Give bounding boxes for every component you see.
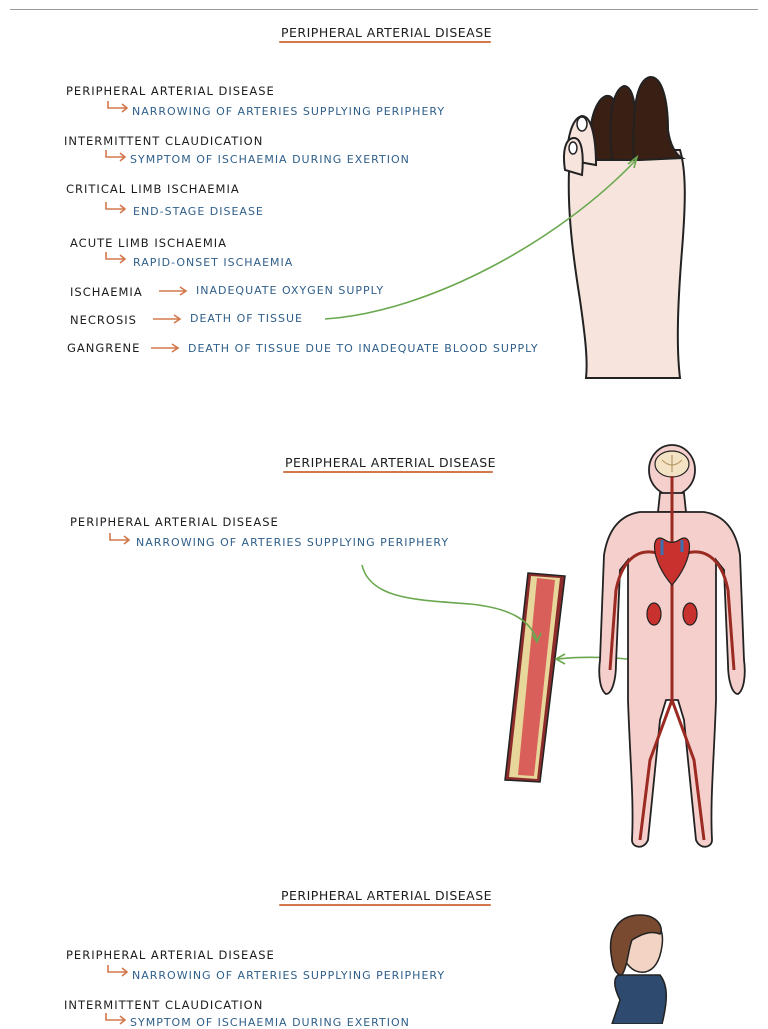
panel2-title: PERIPHERAL ARTERIAL DISEASE	[285, 455, 497, 470]
panel2-def: NARROWING OF ARTERIES SUPPLYING PERIPHERY	[136, 536, 450, 549]
panel3-title: PERIPHERAL ARTERIAL DISEASE	[281, 888, 493, 903]
term-gangrene: GANGRENE	[67, 341, 141, 355]
panel3-term-claudication: INTERMITTENT CLAUDICATION	[64, 998, 264, 1012]
term-ischaemia: ISCHAEMIA	[70, 285, 143, 299]
def-claudication: SYMPTOM OF ISCHAEMIA DURING EXERTION	[130, 153, 410, 166]
panel1-title: PERIPHERAL ARTERIAL DISEASE	[281, 25, 493, 40]
panel3-term-pad: PERIPHERAL ARTERIAL DISEASE	[66, 948, 275, 962]
def-pad: NARROWING OF ARTERIES SUPPLYING PERIPHERY	[132, 105, 446, 118]
term-pad: PERIPHERAL ARTERIAL DISEASE	[66, 84, 275, 98]
panel3-def-claudication: SYMPTOM OF ISCHAEMIA DURING EXERTION	[130, 1016, 410, 1029]
def-ischaemia: INADEQUATE OXYGEN SUPPLY	[196, 284, 385, 297]
term-ali: ACUTE LIMB ISCHAEMIA	[70, 236, 228, 250]
def-cli: END-STAGE DISEASE	[133, 205, 264, 218]
def-necrosis: DEATH OF TISSUE	[190, 312, 303, 325]
def-ali: RAPID-ONSET ISCHAEMIA	[133, 256, 294, 269]
panel3-def-pad: NARROWING OF ARTERIES SUPPLYING PERIPHERY	[132, 969, 446, 982]
term-necrosis: NECROSIS	[70, 313, 137, 327]
def-gangrene: DEATH OF TISSUE DUE TO INADEQUATE BLOOD SUPPLY	[188, 342, 539, 355]
panel2-term: PERIPHERAL ARTERIAL DISEASE	[70, 515, 279, 529]
term-cli: CRITICAL LIMB ISCHAEMIA	[66, 182, 240, 196]
term-claudication: INTERMITTENT CLAUDICATION	[64, 134, 264, 148]
